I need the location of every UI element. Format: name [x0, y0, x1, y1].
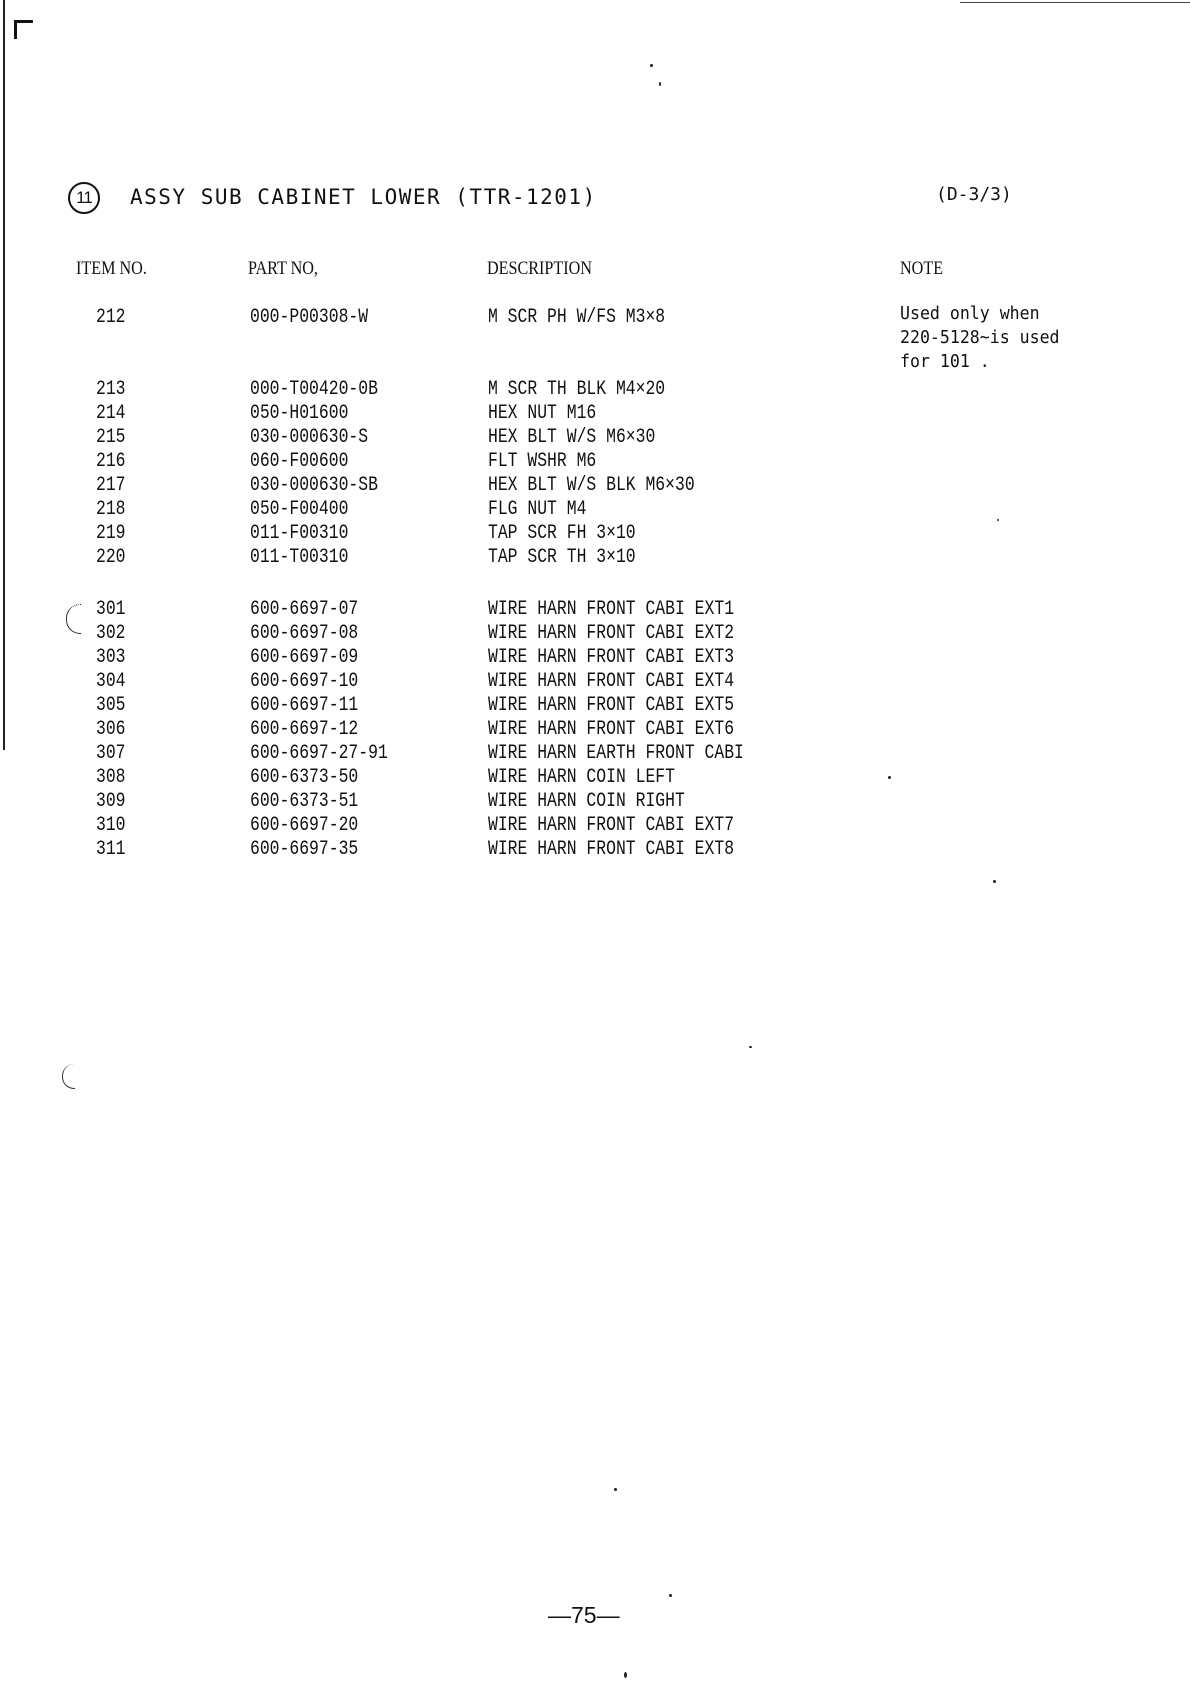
column-header-note: NOTE	[900, 258, 944, 279]
table-row	[0, 718, 1190, 742]
item-number: 303	[96, 646, 126, 669]
table-row	[0, 742, 1190, 766]
part-number: 050-H01600	[250, 402, 349, 425]
part-description: WIRE HARN FRONT CABI EXT4	[488, 670, 735, 693]
table-row	[0, 814, 1190, 838]
part-number: 011-F00310	[250, 522, 349, 545]
scan-speck	[993, 880, 996, 883]
part-description: WIRE HARN FRONT CABI EXT7	[488, 814, 735, 837]
item-number: 219	[96, 522, 126, 545]
item-number: 302	[96, 622, 126, 645]
item-number: 304	[96, 670, 126, 693]
part-number: 000-T00420-0B	[250, 378, 378, 401]
table-row	[0, 402, 1190, 426]
part-description: WIRE HARN FRONT CABI EXT8	[488, 838, 735, 861]
item-number: 216	[96, 450, 126, 473]
item-number: 309	[96, 790, 126, 813]
item-number: 305	[96, 694, 126, 717]
part-description: HEX NUT M16	[488, 402, 597, 425]
item-number: 301	[96, 598, 126, 621]
table-row	[0, 450, 1190, 474]
table-row	[0, 598, 1190, 622]
part-description: TAP SCR TH 3×10	[488, 546, 636, 569]
part-description: HEX BLT W/S M6×30	[488, 426, 656, 449]
column-header-part-no: PART NO,	[248, 258, 318, 279]
page-number: —75—	[548, 1602, 620, 1628]
table-row	[0, 622, 1190, 646]
item-number: 310	[96, 814, 126, 837]
scan-speck	[659, 82, 661, 86]
note-text	[900, 302, 1073, 374]
table-row	[0, 766, 1190, 790]
item-number: 218	[96, 498, 126, 521]
item-number: 308	[96, 766, 126, 789]
part-description: M SCR PH W/FS M3×8	[488, 306, 666, 329]
part-number: 600-6697-12	[250, 718, 359, 741]
part-number: 600-6697-11	[250, 694, 359, 717]
part-description: WIRE HARN FRONT CABI EXT2	[488, 622, 735, 645]
item-number: 214	[96, 402, 126, 425]
scan-speck	[650, 64, 653, 67]
table-row	[0, 546, 1190, 570]
section-title-text: ASSY SUB CABINET LOWER (TTR-1201)	[130, 185, 597, 209]
item-number: 307	[96, 742, 126, 765]
section-title	[68, 182, 1018, 212]
part-number: 030-000630-S	[250, 426, 369, 449]
scan-bracket-mark	[62, 1064, 75, 1089]
part-description: TAP SCR FH 3×10	[488, 522, 636, 545]
part-number: 600-6697-08	[250, 622, 359, 645]
item-number: 217	[96, 474, 126, 497]
part-description: FLT WSHR M6	[488, 450, 597, 473]
part-number: 600-6697-27-91	[250, 742, 388, 765]
item-number: 311	[96, 838, 126, 861]
part-number: 030-000630-SB	[250, 474, 378, 497]
table-row	[0, 670, 1190, 694]
part-number: 600-6697-20	[250, 814, 359, 837]
table-row	[0, 378, 1190, 402]
note-line: for 101 .	[900, 351, 990, 372]
table-row	[0, 838, 1190, 862]
part-number: 600-6373-50	[250, 766, 359, 789]
table-row	[0, 694, 1190, 718]
table-row	[0, 522, 1190, 546]
part-number: 050-F00400	[250, 498, 349, 521]
item-number: 306	[96, 718, 126, 741]
part-number: 011-T00310	[250, 546, 349, 569]
table-row	[0, 646, 1190, 670]
part-number: 600-6697-09	[250, 646, 359, 669]
part-number: 600-6697-35	[250, 838, 359, 861]
column-header-item-no: ITEM NO.	[76, 258, 147, 279]
part-number: 060-F00600	[250, 450, 349, 473]
scan-speck	[669, 1594, 672, 1597]
item-number: 215	[96, 426, 126, 449]
note-line: 220-5128~is used	[900, 327, 1060, 348]
table-row	[0, 790, 1190, 814]
scan-speck	[624, 1672, 627, 1678]
part-description: WIRE HARN FRONT CABI EXT5	[488, 694, 735, 717]
part-number: 600-6697-07	[250, 598, 359, 621]
part-description: WIRE HARN FRONT CABI EXT3	[488, 646, 735, 669]
scan-top-line	[960, 2, 1190, 3]
part-description: HEX BLT W/S BLK M6×30	[488, 474, 695, 497]
part-number: 600-6697-10	[250, 670, 359, 693]
scan-speck	[749, 1046, 752, 1048]
part-description: M SCR TH BLK M4×20	[488, 378, 666, 401]
column-header-description: DESCRIPTION	[487, 258, 592, 279]
scan-speck	[614, 1488, 617, 1491]
part-description: WIRE HARN FRONT CABI EXT6	[488, 718, 735, 741]
sheet-reference: (D-3/3)	[936, 184, 1012, 205]
corner-mark	[14, 20, 33, 39]
section-number-badge: 11	[68, 182, 100, 214]
item-number: 220	[96, 546, 126, 569]
part-description: WIRE HARN COIN RIGHT	[488, 790, 685, 813]
table-row	[0, 426, 1190, 450]
table-row	[0, 474, 1190, 498]
item-number: 213	[96, 378, 126, 401]
note-line: Used only when	[900, 303, 1040, 324]
part-description: WIRE HARN COIN LEFT	[488, 766, 675, 789]
table-row	[0, 498, 1190, 522]
part-number: 000-P00308-W	[250, 306, 369, 329]
part-description: FLG NUT M4	[488, 498, 587, 521]
part-description: WIRE HARN FRONT CABI EXT1	[488, 598, 735, 621]
part-description: WIRE HARN EARTH FRONT CABI	[488, 742, 744, 765]
part-number: 600-6373-51	[250, 790, 359, 813]
item-number: 212	[96, 306, 126, 329]
